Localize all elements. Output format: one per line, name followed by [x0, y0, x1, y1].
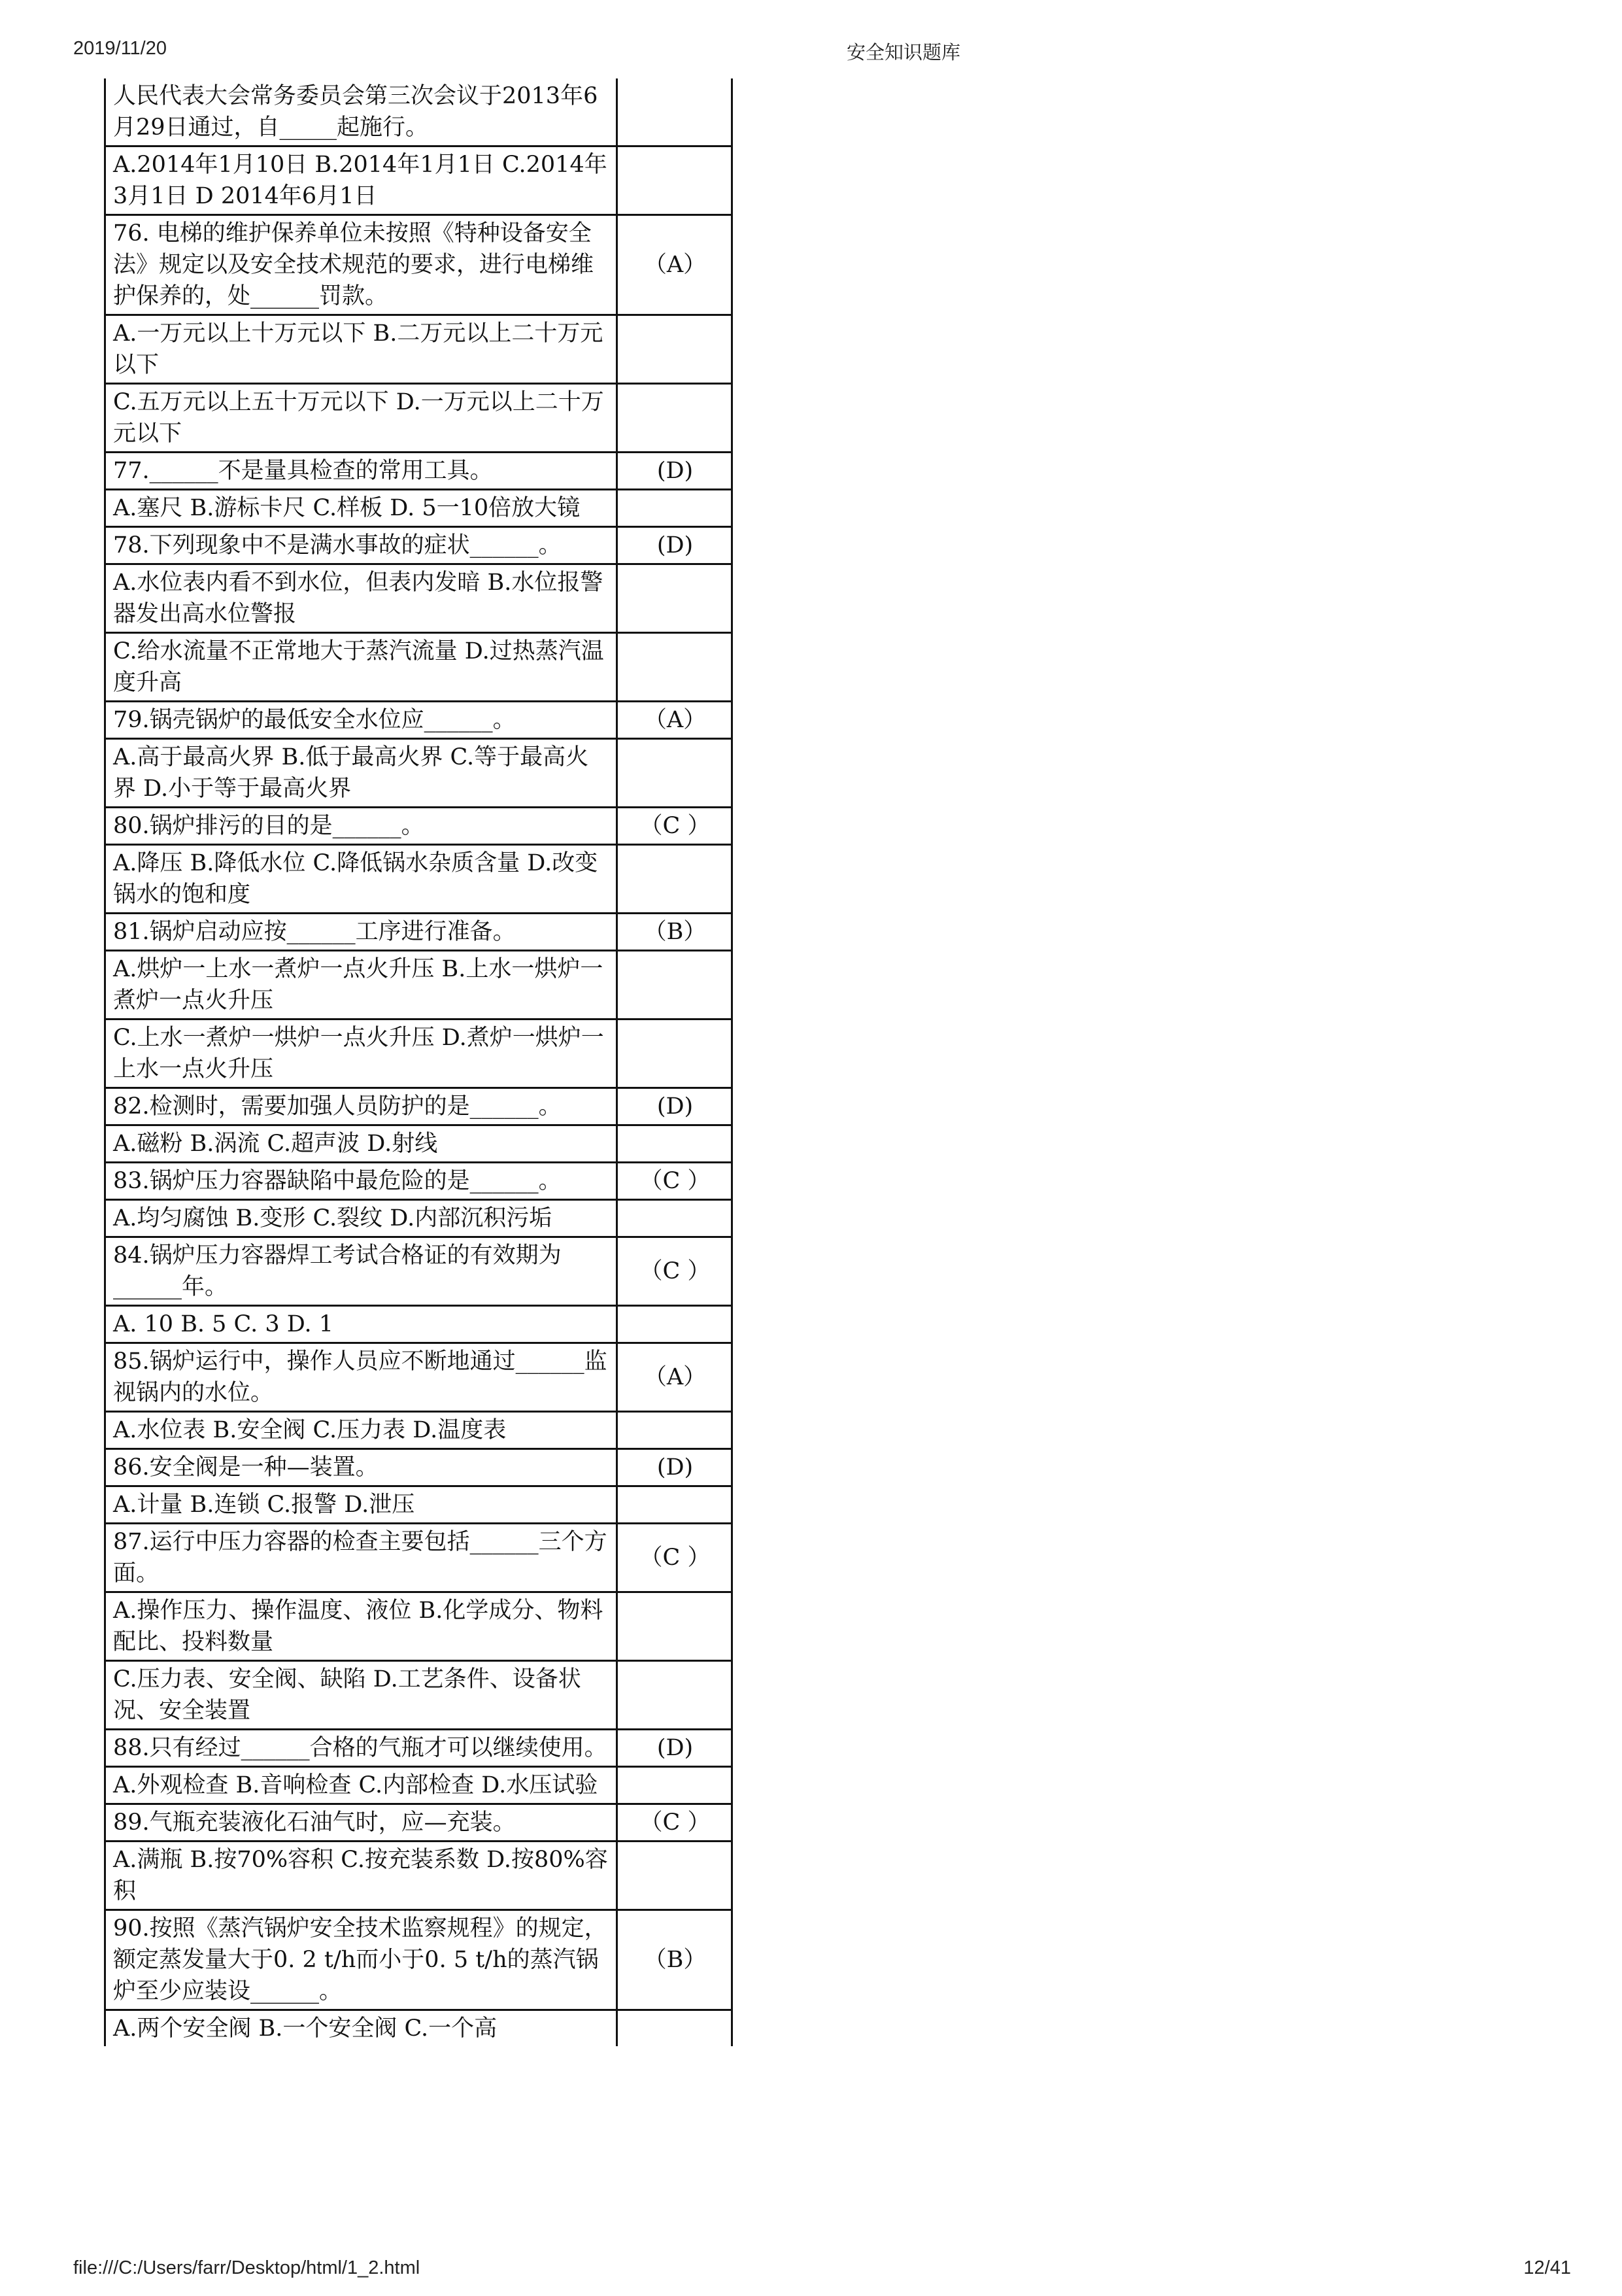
answer-cell [617, 1842, 732, 1910]
question-cell: A.水位表内看不到水位，但表内发暗 B.水位报警器发出高水位警报 [105, 564, 617, 633]
table-row [105, 739, 732, 808]
table-row [105, 384, 732, 453]
question-cell: A.两个安全阀 B.一个安全阀 C.一个高 [105, 2010, 617, 2047]
table-row [105, 1661, 732, 1730]
answer-cell: （C ） [617, 1237, 732, 1306]
table-row [105, 490, 732, 527]
answer-cell: （C ） [617, 808, 732, 845]
footer-file-path: file:///C:/Users/farr/Desktop/html/1_2.html [73, 2257, 420, 2278]
answer-cell [617, 490, 732, 527]
table-row [105, 527, 732, 564]
question-cell: 85.锅炉运行中，操作人员应不断地通过______监视锅内的水位。 [105, 1343, 617, 1412]
question-cell: A.水位表 B.安全阀 C.压力表 D.温度表 [105, 1412, 617, 1449]
table-row [105, 1524, 732, 1592]
table-row [105, 1730, 732, 1767]
answer-cell [617, 1125, 732, 1163]
question-cell: A.满瓶 B.按70%容积 C.按充装系数 D.按80%容积 [105, 1842, 617, 1910]
question-cell: A.计量 B.连锁 C.报警 D.泄压 [105, 1486, 617, 1524]
answer-cell: (D) [617, 1730, 732, 1767]
question-cell: 80.锅炉排污的目的是______。 [105, 808, 617, 845]
question-cell: A.均匀腐蚀 B.变形 C.裂纹 D.内部沉积污垢 [105, 1200, 617, 1237]
answer-cell [617, 1592, 732, 1661]
table-row [105, 1910, 732, 2010]
table-row [105, 914, 732, 951]
table-row [105, 1237, 732, 1306]
question-cell: 83.锅炉压力容器缺陷中最危险的是______。 [105, 1163, 617, 1200]
question-cell: A.降压 B.降低水位 C.降低锅水杂质含量 D.改变锅水的饱和度 [105, 845, 617, 914]
question-cell: 78.下列现象中不是满水事故的症状______。 [105, 527, 617, 564]
answer-cell [617, 78, 732, 146]
question-cell: A.烘炉一上水一煮炉一点火升压 B.上水一烘炉一煮炉一点火升压 [105, 951, 617, 1019]
question-cell: A. 10 B. 5 C. 3 D. 1 [105, 1306, 617, 1343]
question-cell: C.给水流量不正常地大于蒸汽流量 D.过热蒸汽温度升高 [105, 633, 617, 702]
answer-cell [617, 1019, 732, 1088]
answer-cell [617, 315, 732, 384]
question-cell: C.上水一煮炉一烘炉一点火升压 D.煮炉一烘炉一上水一点火升压 [105, 1019, 617, 1088]
table-row [105, 1767, 732, 1804]
table-row [105, 1125, 732, 1163]
question-cell: A.磁粉 B.涡流 C.超声波 D.射线 [105, 1125, 617, 1163]
answer-cell [617, 845, 732, 914]
table-row [105, 1343, 732, 1412]
question-cell: C.压力表、安全阀、缺陷 D.工艺条件、设备状况、安全装置 [105, 1661, 617, 1730]
question-cell: 84.锅炉压力容器焊工考试合格证的有效期为______年。 [105, 1237, 617, 1306]
answer-cell: (D) [617, 453, 732, 490]
answer-cell: （C ） [617, 1804, 732, 1842]
question-cell: A.2014年1月10日 B.2014年1月1日 C.2014年3月1日 D 2014年6月1日 [105, 146, 617, 215]
question-cell: A.操作压力、操作温度、液位 B.化学成分、物料配比、投料数量 [105, 1592, 617, 1661]
answer-cell: （A） [617, 215, 732, 315]
answer-cell [617, 951, 732, 1019]
answer-cell: （C ） [617, 1163, 732, 1200]
question-cell: 88.只有经过______合格的气瓶才可以继续使用。 [105, 1730, 617, 1767]
answer-cell: （A） [617, 702, 732, 739]
answer-cell: (D) [617, 1449, 732, 1486]
table-row [105, 564, 732, 633]
table-row [105, 1449, 732, 1486]
table-row [105, 1163, 732, 1200]
question-cell: A.外观检查 B.音响检查 C.内部检查 D.水压试验 [105, 1767, 617, 1804]
question-cell: 82.检测时，需要加强人员防护的是______。 [105, 1088, 617, 1125]
answer-cell [617, 384, 732, 453]
question-cell: A.塞尺 B.游标卡尺 C.样板 D. 5一10倍放大镜 [105, 490, 617, 527]
answer-cell [617, 1661, 732, 1730]
answer-cell: (D) [617, 1088, 732, 1125]
table-row [105, 1592, 732, 1661]
table-row [105, 215, 732, 315]
question-cell: 81.锅炉启动应按______工序进行准备。 [105, 914, 617, 951]
question-cell: 87.运行中压力容器的检查主要包括______三个方面。 [105, 1524, 617, 1592]
header-date: 2019/11/20 [73, 38, 167, 59]
answer-cell [617, 1412, 732, 1449]
question-cell: 90.按照《蒸汽锅炉安全技术监察规程》的规定，额定蒸发量大于0. 2 t/h而小于0. 5 t/h的蒸汽锅炉至少应装设______。 [105, 1910, 617, 2010]
answer-cell [617, 1486, 732, 1524]
answer-cell [617, 564, 732, 633]
table-row [105, 2010, 732, 2047]
table-row [105, 702, 732, 739]
table-row [105, 1842, 732, 1910]
question-table-body [105, 78, 732, 2046]
question-cell: A.一万元以上十万元以下 B.二万元以上二十万元以下 [105, 315, 617, 384]
table-row [105, 146, 732, 215]
answer-cell [617, 1767, 732, 1804]
answer-cell: (D) [617, 527, 732, 564]
answer-cell [617, 1200, 732, 1237]
footer-page-number: 12/41 [1523, 2257, 1571, 2278]
table-row [105, 808, 732, 845]
question-cell: 79.锅壳锅炉的最低安全水位应______。 [105, 702, 617, 739]
question-cell: 89.气瓶充装液化石油气时，应—充装。 [105, 1804, 617, 1842]
table-row [105, 78, 732, 146]
table-row [105, 845, 732, 914]
table-row [105, 1804, 732, 1842]
table-row [105, 315, 732, 384]
answer-cell [617, 633, 732, 702]
table-row [105, 1200, 732, 1237]
table-row [105, 1019, 732, 1088]
table-row [105, 633, 732, 702]
table-row [105, 1088, 732, 1125]
answer-cell [617, 146, 732, 215]
question-cell: 77.______不是量具检查的常用工具。 [105, 453, 617, 490]
question-cell: A.高于最高火界 B.低于最高火界 C.等于最高火界 D.小于等于最高火界 [105, 739, 617, 808]
table-row [105, 1306, 732, 1343]
answer-cell [617, 2010, 732, 2047]
answer-cell [617, 1306, 732, 1343]
answer-cell: （C ） [617, 1524, 732, 1592]
question-cell: 人民代表大会常务委员会第三次会议于2013年6月29日通过，自_____起施行。 [105, 78, 617, 146]
question-cell: 86.安全阀是一种—装置。 [105, 1449, 617, 1486]
question-cell: C.五万元以上五十万元以下 D.一万元以上二十万元以下 [105, 384, 617, 453]
answer-cell: （A） [617, 1343, 732, 1412]
question-cell: 76. 电梯的维护保养单位未按照《特种设备安全法》规定以及安全技术规范的要求，进行电梯维护保养的，处______罚款。 [105, 215, 617, 315]
question-table [104, 78, 733, 2046]
answer-cell [617, 739, 732, 808]
table-row [105, 1412, 732, 1449]
table-row [105, 951, 732, 1019]
table-row [105, 1486, 732, 1524]
answer-cell: （B） [617, 914, 732, 951]
header-title: 安全知识题库 [847, 43, 961, 63]
answer-cell: （B） [617, 1910, 732, 2010]
table-row [105, 453, 732, 490]
